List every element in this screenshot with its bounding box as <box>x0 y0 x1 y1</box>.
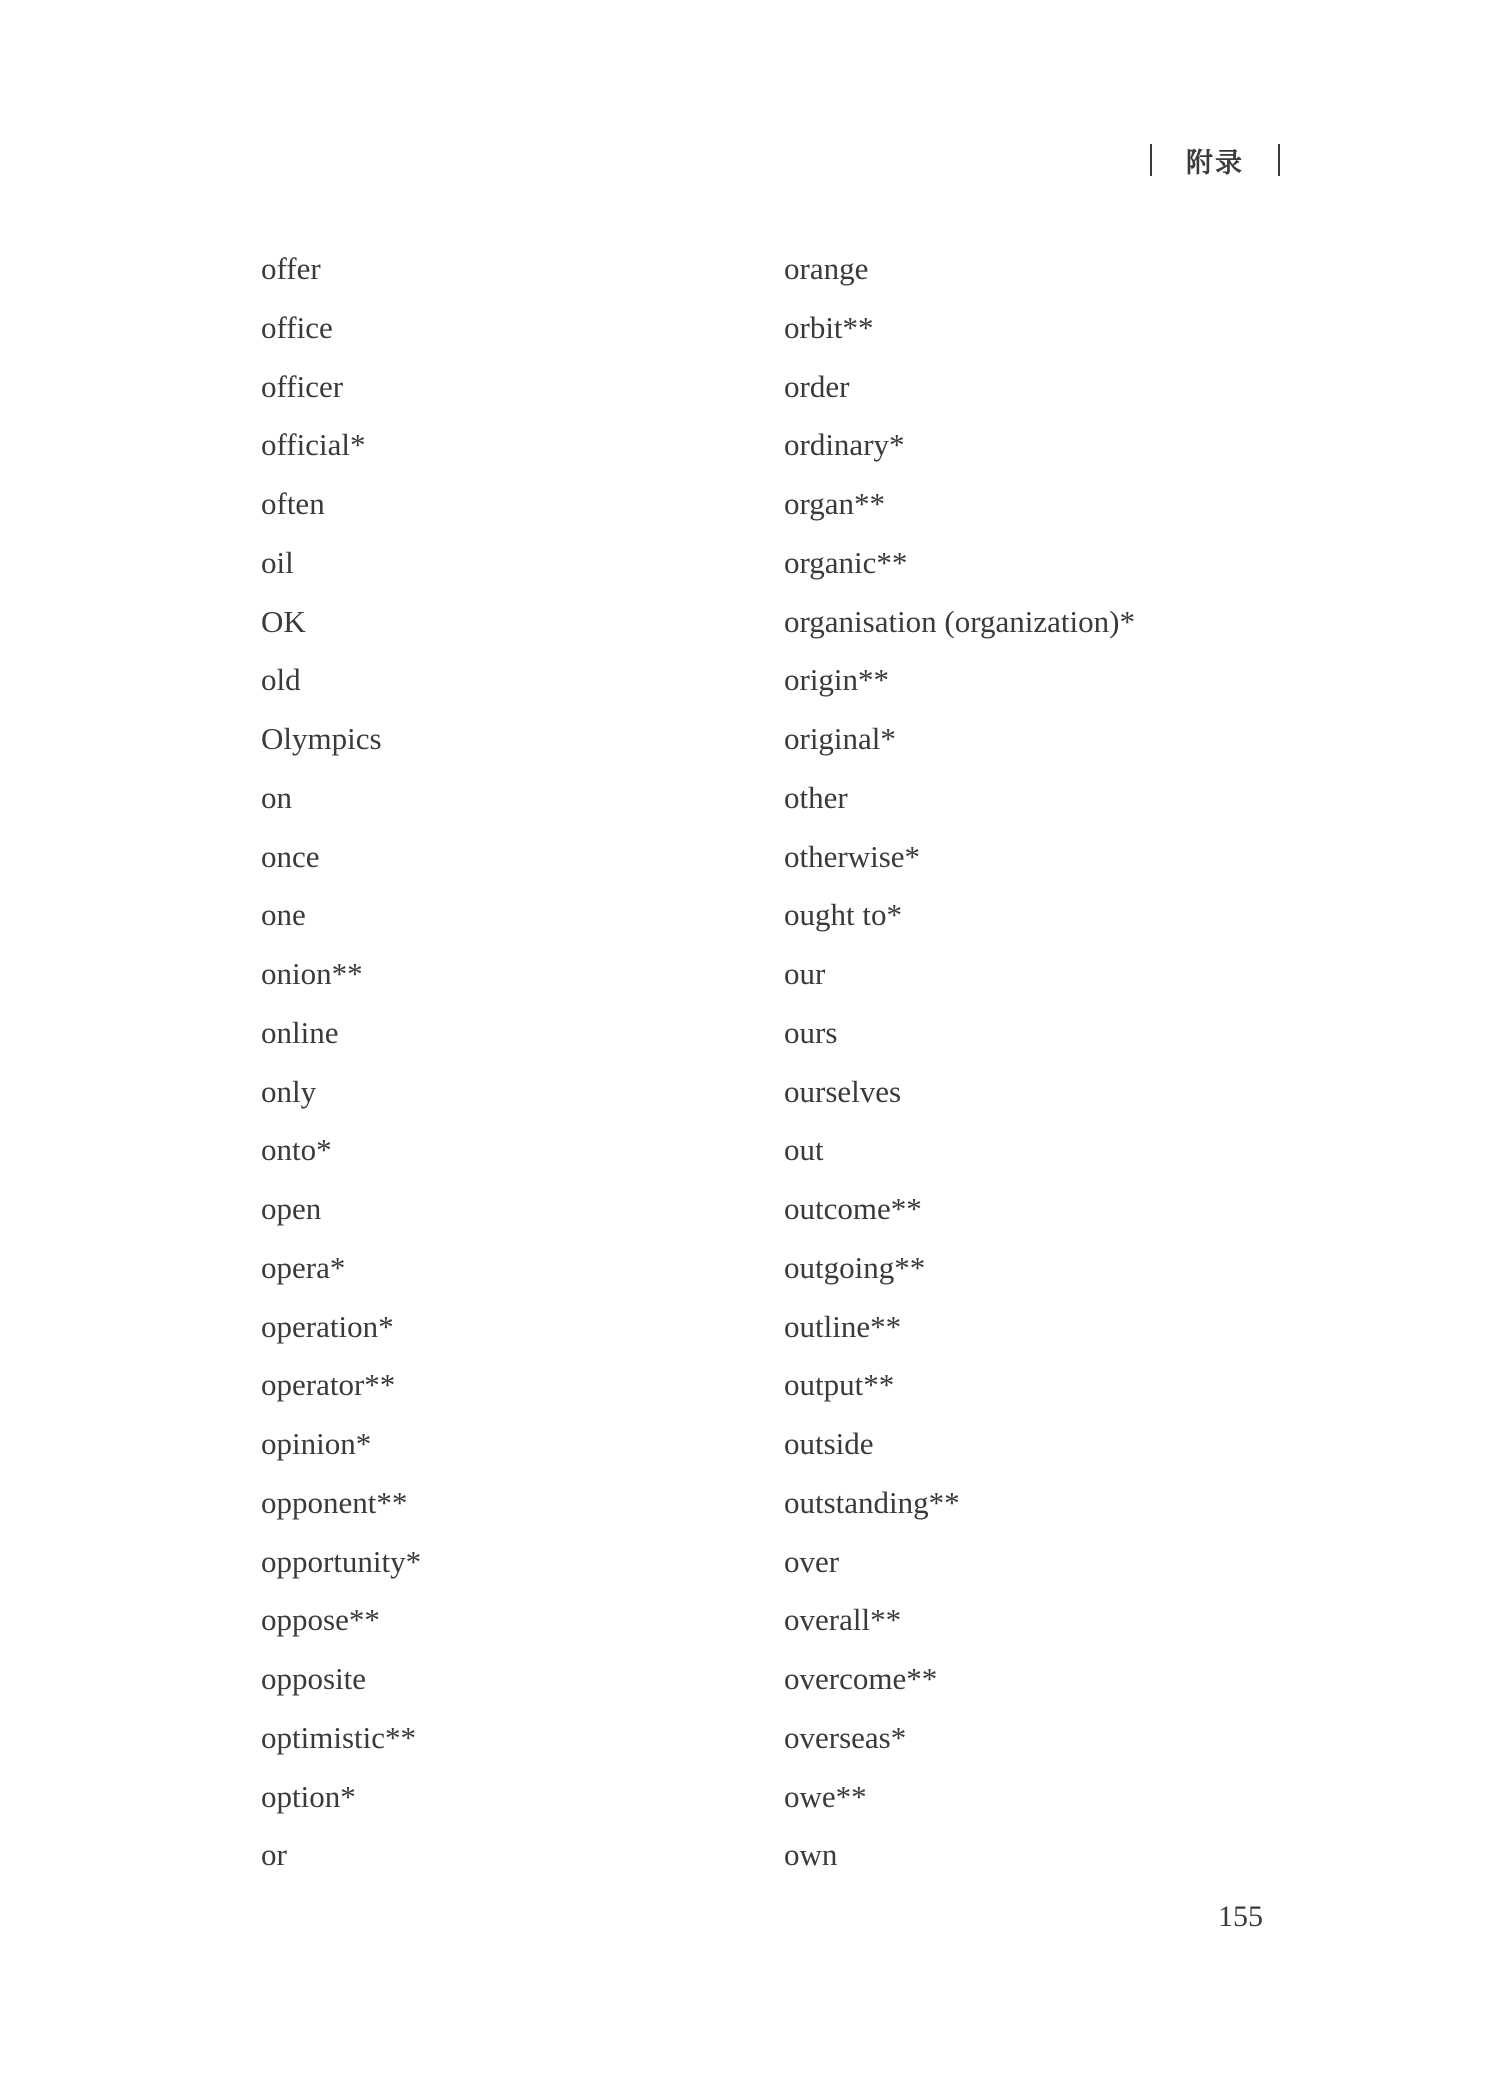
word-entry: organic** <box>784 544 908 580</box>
word-entry: once <box>261 838 320 874</box>
word-entry: own <box>784 1837 838 1873</box>
word-entry: overall** <box>784 1602 902 1638</box>
word-entry: ourselves <box>784 1073 902 1109</box>
word-entry: opera* <box>261 1249 346 1285</box>
word-entry: opposite <box>261 1661 367 1696</box>
word-entry: oil <box>261 544 294 580</box>
word-entry: oppose** <box>261 1602 380 1638</box>
word-entry: original* <box>784 721 896 756</box>
word-entry: optimistic** <box>261 1719 416 1755</box>
word-entry: official* <box>261 427 366 463</box>
word-entry: outline** <box>784 1308 902 1344</box>
word-entry: otherwise* <box>784 838 921 874</box>
word-entry: offer <box>261 251 321 286</box>
word-list-right-column <box>784 240 1135 1885</box>
word-entry: one <box>261 897 306 933</box>
word-entry: outcome** <box>784 1191 922 1226</box>
word-list-left-column <box>261 240 421 1885</box>
word-entry: opinion* <box>261 1426 372 1461</box>
word-entry: onto* <box>261 1132 332 1168</box>
word-entry: over <box>784 1543 840 1579</box>
word-entry: online <box>261 1014 339 1050</box>
word-entry: often <box>261 486 325 521</box>
word-entry: out <box>784 1132 824 1168</box>
word-entry: origin** <box>784 662 890 698</box>
word-entry: outstanding** <box>784 1484 960 1520</box>
word-entry: ordinary* <box>784 427 905 463</box>
word-entry: ought to* <box>784 897 902 933</box>
word-entry: on <box>261 779 292 815</box>
header-right-rule <box>1278 144 1280 176</box>
word-entry: overcome** <box>784 1661 938 1696</box>
word-entry: open <box>261 1191 322 1226</box>
word-entry: opportunity* <box>261 1543 422 1579</box>
word-entry: overseas* <box>784 1719 907 1755</box>
word-entry: operator** <box>261 1367 396 1403</box>
word-entry: onion** <box>261 956 363 991</box>
header-left-rule <box>1150 144 1152 176</box>
word-entry: outside <box>784 1426 874 1461</box>
word-entry: Olympics <box>261 721 382 756</box>
word-entry: our <box>784 956 826 991</box>
word-entry: output** <box>784 1367 895 1403</box>
word-entry: option* <box>261 1778 356 1814</box>
word-entry: organ** <box>784 486 886 521</box>
word-entry: orange <box>784 251 869 286</box>
word-entry: or <box>261 1837 287 1873</box>
word-entry: office <box>261 309 333 345</box>
word-entry: old <box>261 662 301 698</box>
word-entry: order <box>784 368 850 404</box>
word-entry: operation* <box>261 1308 394 1344</box>
word-entry: other <box>784 779 848 815</box>
word-entry: owe** <box>784 1778 867 1814</box>
page-number: 155 <box>1218 1900 1263 1933</box>
word-entry: OK <box>261 603 306 639</box>
running-header <box>1150 138 1280 182</box>
word-entry: organisation (organization)* <box>784 603 1135 639</box>
word-entry: ours <box>784 1014 838 1050</box>
word-entry: outgoing** <box>784 1249 926 1285</box>
word-entry: only <box>261 1073 317 1109</box>
word-entry: opponent** <box>261 1484 408 1520</box>
word-entry: orbit** <box>784 309 874 345</box>
word-entry: officer <box>261 368 344 404</box>
header-title: 附录 <box>1186 147 1244 179</box>
